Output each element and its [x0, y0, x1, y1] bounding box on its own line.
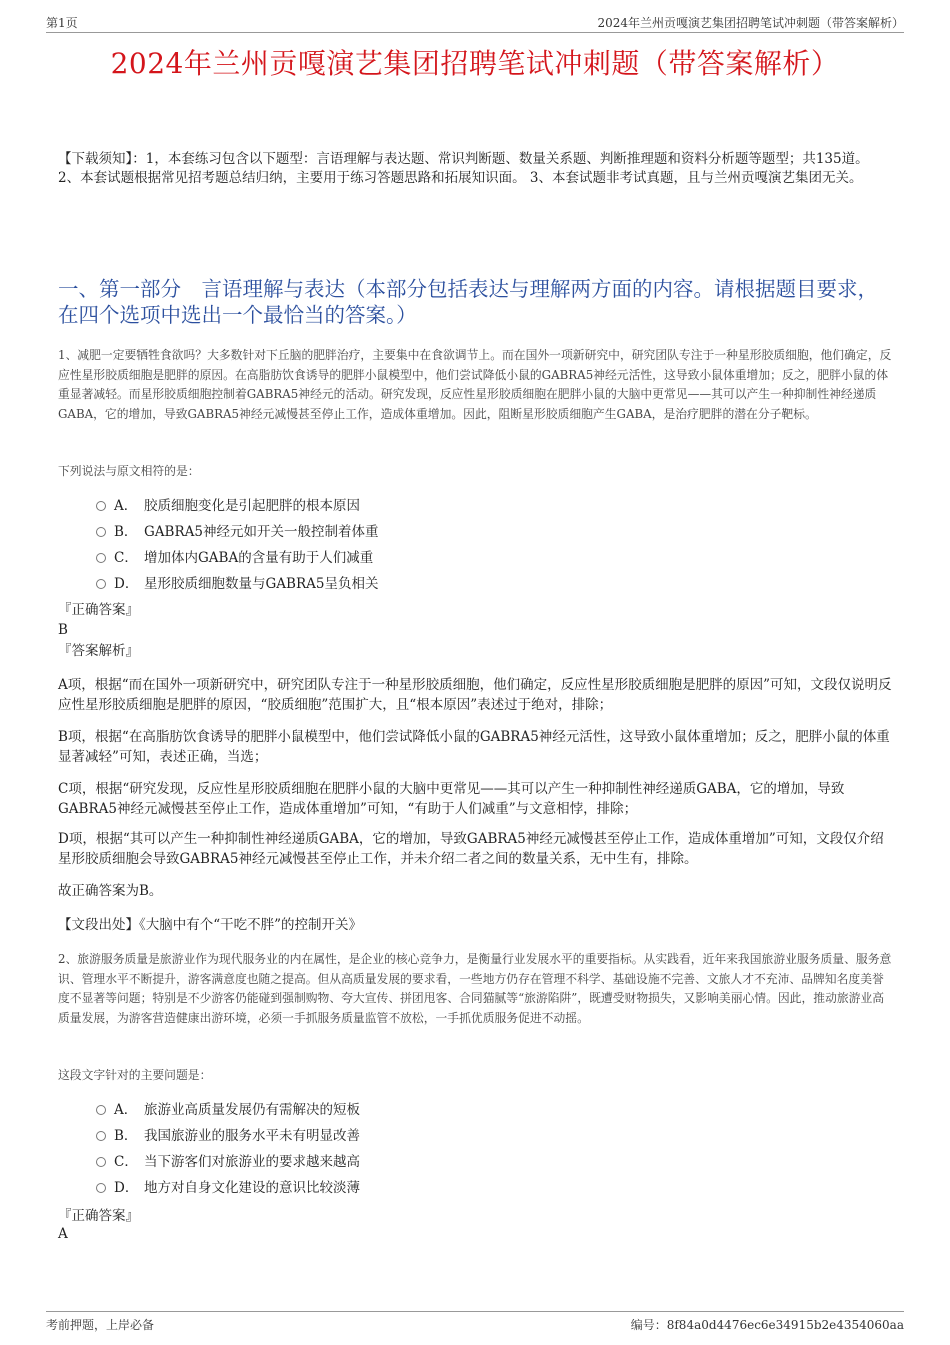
option-a[interactable]: A． 胶质细胞变化是引起肥胖的根本原因 [96, 493, 378, 519]
question-2-text: 2、旅游服务质量是旅游业作为现代服务业的内在属性，是企业的核心竞争力，是衡量行业发展水平的重要指标。从实践看，近年来我国旅游业服务质量、服务意识、管理水平不断提升，游客满意度也随之提高。但从高质量发展的要求看，一些地方仍存在管理不科学、基础设施不完善、文旅人才不充沛、品牌知名度美誉度不显著等问题；特别是不少游客仍能碰到强制购物、夸大宣传、拼团甩客、合同猫腻等“旅游陷阱”，既遭受财物损失，又影响美丽心情。因此，推动旅游业高质量发展，为游客营造健康出游环境，必须一手抓服务质量监管不放松，一手抓优质服务促进不动摇。 [58, 952, 892, 1025]
radio-button-icon[interactable] [96, 1183, 106, 1193]
radio-button-icon[interactable] [96, 527, 106, 537]
correct-answer-label: 『正确答案』 [58, 1208, 139, 1224]
correct-answer-label: 『正确答案』 [58, 602, 139, 618]
footer-slogan: 考前押题，上岸必备 [46, 1318, 155, 1332]
section-title: 一、第一部分 言语理解与表达（本部分包括表达与理解两方面的内容。请根据题目要求，在四个选项中选出一个最恰当的答案。） [58, 277, 878, 327]
radio-button-icon[interactable] [96, 1105, 106, 1115]
option-c[interactable]: C． 增加体内GABA的含量有助于人们减重 [96, 545, 378, 571]
question-1-options [96, 493, 378, 597]
correct-answer: A [58, 1226, 68, 1242]
analysis-option-c: C项，根据“研究发现，反应性星形胶质细胞在肥胖小鼠的大脑中更常见——其可以产生一种抑制性神经递质GABA，它的增加，导致GABRA5神经元减慢甚至停止工作，造成体重增加”可知，“有助于人们减重”与文意相悖，排除； [58, 781, 845, 817]
option-c[interactable]: C． 当下游客们对旅游业的要求越来越高 [96, 1149, 360, 1175]
radio-button-icon[interactable] [96, 1157, 106, 1167]
download-notice: 【下载须知】：1，本套练习包含以下题型：言语理解与表达题、常识判断题、数量关系题、判断推理题和资料分析题等题型；共135道。 2、本套试题根据常见招考题总结归纳，主要用于练习答题思路和拓展知识面。 3、本套试题非考试真题，且与兰州贡嘎演艺集团无关。 [58, 151, 869, 186]
analysis-option-b: B项，根据“在高脂肪饮食诱导的肥胖小鼠模型中，他们尝试降低小鼠的GABRA5神经元活性，这导致小鼠体重增加；反之，肥胖小鼠的体重显著减轻”可知，表述正确，当选； [58, 729, 890, 765]
analysis-label: 『答案解析』 [58, 643, 139, 659]
question-1-prompt: 下列说法与原文相符的是： [58, 464, 200, 478]
page-number: 第1页 [46, 16, 78, 30]
question-2-prompt: 这段文字针对的主要问题是： [58, 1068, 212, 1082]
option-d[interactable]: D． 地方对自身文化建设的意识比较淡薄 [96, 1175, 360, 1201]
document-title: 2024年兰州贡嘎演艺集团招聘笔试冲刺题（带答案解析） [110, 47, 840, 80]
correct-answer: B [58, 622, 68, 638]
option-b[interactable]: B． 我国旅游业的服务水平未有明显改善 [96, 1123, 360, 1149]
page-header [46, 14, 904, 33]
option-a[interactable]: A． 旅游业高质量发展仍有需解决的短板 [96, 1097, 360, 1123]
analysis-option-d: D项，根据“其可以产生一种抑制性神经递质GABA，它的增加，导致GABRA5神经元减慢甚至停止工作，造成体重增加”可知，文段仅介绍星形胶质细胞会导致GABRA5神经元减慢甚至停止工作，并未介绍二者之间的数量关系，无中生有，排除。 [58, 831, 884, 867]
header-doc-title: 2024年兰州贡嘎演艺集团招聘笔试冲刺题（带答案解析） [597, 16, 904, 30]
question-2-options [96, 1097, 360, 1201]
passage-source: 【文段出处】《大脑中有个“干吃不胖”的控制开关》 [58, 917, 363, 933]
radio-button-icon[interactable] [96, 553, 106, 563]
radio-button-icon[interactable] [96, 579, 106, 589]
option-b[interactable]: B． GABRA5神经元如开关一般控制着体重 [96, 519, 378, 545]
analysis-option-a: A项，根据“而在国外一项新研究中，研究团队专注于一种星形胶质细胞，他们确定，反应性星形胶质细胞是肥胖的原因”可知，文段仅说明反应性星形胶质细胞是肥胖的原因，“胶质细胞”范围扩大，且“根本原因”表述过于绝对，排除； [58, 677, 892, 713]
option-d[interactable]: D． 星形胶质细胞数量与GABRA5呈负相关 [96, 571, 378, 597]
radio-button-icon[interactable] [96, 1131, 106, 1141]
document-id: 编号：8f84a0d4476ec6e34915b2e4354060aa [630, 1318, 904, 1332]
question-1-text: 1、减肥一定要牺牲食欲吗？大多数针对下丘脑的肥胖治疗，主要集中在食欲调节上。而在国外一项新研究中，研究团队专注于一种星形胶质细胞，他们确定，反应性星形胶质细胞是肥胖的原因。在高脂肪饮食诱导的肥胖小鼠模型中，他们尝试降低小鼠的GABRA5神经元活性，这导致小鼠体重增加；反之，肥胖小鼠的体重显著减轻。而星形胶质细胞控制着GABRA5神经元的活动。研究发现，反应性星形胶质细胞在肥胖小鼠的大脑中更常见——其可以产生一种抑制性神经递质GABA，它的增加，导致GABRA5神经元减慢甚至停止工作，造成体重增加。因此，阻断星形胶质细胞产生GABA，是治疗肥胖的潜在分子靶标。 [58, 348, 892, 421]
page-footer [46, 1311, 904, 1335]
radio-button-icon[interactable] [96, 501, 106, 511]
analysis-conclusion: 故正确答案为B。 [58, 883, 163, 899]
